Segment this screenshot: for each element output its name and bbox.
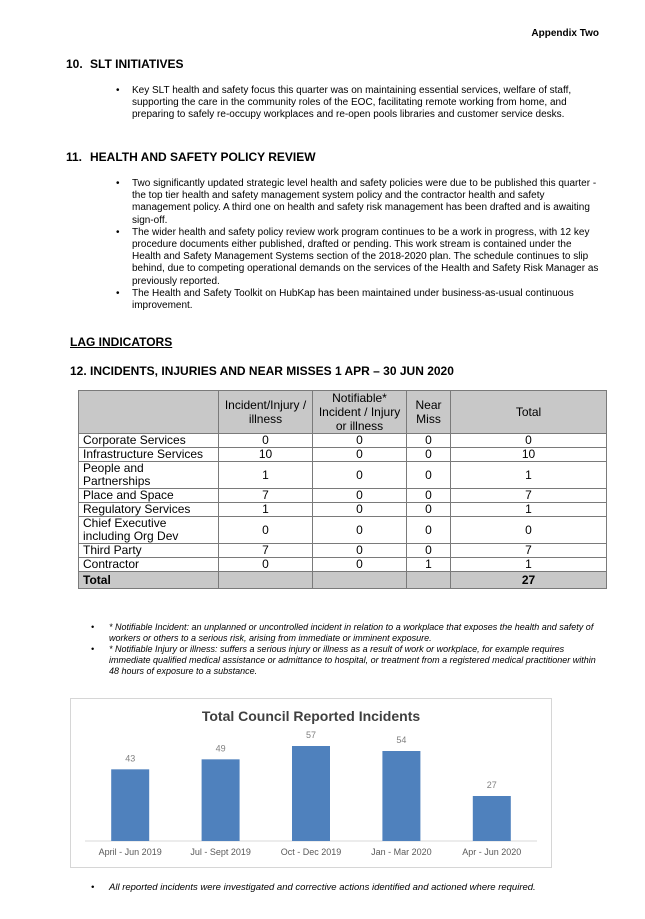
final-note [91, 882, 536, 893]
row-name: Third Party [79, 544, 219, 558]
total-empty-cell [313, 572, 407, 589]
cell-incident: 0 [219, 558, 313, 572]
chart-bar [111, 769, 149, 841]
cell-notifiable: 0 [313, 544, 407, 558]
incidents-chart [70, 698, 552, 868]
table-row [79, 448, 607, 462]
cell-total: 7 [451, 489, 607, 503]
cell-near-miss: 0 [407, 489, 451, 503]
cell-near-miss: 0 [407, 434, 451, 448]
chart-category-label: Oct - Dec 2019 [280, 847, 342, 857]
cell-near-miss: 1 [407, 558, 451, 572]
table-row [79, 489, 607, 503]
list-item: • The Health and Safety Toolkit on HubKap has been maintained under business-as-usual continuous improvement. [116, 288, 602, 312]
cell-notifiable: 0 [313, 434, 407, 448]
cell-total: 7 [451, 544, 607, 558]
chart-bar [292, 746, 330, 841]
total-empty-cell [219, 572, 313, 589]
chart-bar [473, 796, 511, 841]
list-item: • The wider health and safety policy review work program continues to be a work in progress, with 12 key procedure documents either published, drafted or pending. This work stream is contained under the Health and Safety Management Systems section of the 2018-2020 plan. The schedule continues to slip behind, due to competing operational demands on the services of the Health and Safety Risk Manager as previously reported. [116, 227, 602, 288]
cell-near-miss: 0 [407, 503, 451, 517]
table-header-incident: Incident/Injury / illness [219, 391, 313, 434]
cell-incident: 7 [219, 489, 313, 503]
lag-indicators-heading: LAG INDICATORS [70, 335, 173, 349]
final-note-text: All reported incidents were investigated and corrective actions identified and actioned where required. [109, 882, 536, 893]
cell-total: 0 [451, 517, 607, 544]
table-row [79, 558, 607, 572]
cell-notifiable: 0 [313, 489, 407, 503]
cell-near-miss: 0 [407, 517, 451, 544]
cell-near-miss: 0 [407, 448, 451, 462]
table-row [79, 434, 607, 448]
row-name: People and Partnerships [79, 462, 219, 489]
row-name: Contractor [79, 558, 219, 572]
chart-data-label: 57 [305, 730, 317, 740]
cell-incident: 0 [219, 434, 313, 448]
cell-incident: 1 [219, 462, 313, 489]
cell-near-miss: 0 [407, 462, 451, 489]
section-10-title: SLT INITIATIVES [90, 57, 184, 71]
cell-incident: 10 [219, 448, 313, 462]
section-11-number: 11. [66, 150, 83, 164]
cell-incident: 0 [219, 517, 313, 544]
chart-bar [202, 759, 240, 841]
cell-notifiable: 0 [313, 462, 407, 489]
row-name: Place and Space [79, 489, 219, 503]
cell-total: 0 [451, 434, 607, 448]
table-row [79, 517, 607, 544]
total-label: Total [79, 572, 219, 589]
chart-category-label: Apr - Jun 2020 [462, 847, 522, 857]
cell-notifiable: 0 [313, 503, 407, 517]
cell-total: 10 [451, 448, 607, 462]
section-11-bullets [116, 178, 602, 312]
total-empty-cell [407, 572, 451, 589]
cell-total: 1 [451, 558, 607, 572]
section-10-bullets [116, 85, 602, 122]
incidents-table [78, 390, 607, 589]
list-item: • * Notifiable Injury or illness: suffers a serious injury or illness as a result of work or workplace, for example requires immediate qualified medical assistance or admittance to hospital, or treatment from a registered medical practitioner within 48 hours of exposure to a substance. [91, 644, 601, 677]
cell-incident: 1 [219, 503, 313, 517]
chart-data-label: 49 [215, 743, 226, 754]
appendix-label: Appendix Two [531, 28, 599, 39]
total-value: 27 [451, 572, 607, 589]
chart-category-label: Jan - Mar 2020 [371, 847, 432, 857]
chart-data-label: 43 [125, 753, 136, 764]
cell-notifiable: 0 [313, 558, 407, 572]
row-name: Chief Executive including Org Dev [79, 517, 219, 544]
row-name: Infrastructure Services [79, 448, 219, 462]
list-item: • Two significantly updated strategic level health and safety policies were due to be published this quarter - the top tier health and safety management system policy and the contractor health and safety management policy. A third one on health and safety risk management has been drafted and is awaiting sign-off. [116, 178, 602, 227]
chart-category-label: April - Jun 2019 [98, 847, 162, 857]
cell-near-miss: 0 [407, 544, 451, 558]
section-12-heading: 12. INCIDENTS, INJURIES AND NEAR MISSES 1 APR – 30 JUN 2020 [70, 364, 454, 378]
cell-total: 1 [451, 462, 607, 489]
cell-total: 1 [451, 503, 607, 517]
list-item: • * Notifiable Incident: an unplanned or uncontrolled incident in relation to a workplace that exposes the health and safety of workers or others to a serious risk, arising from immediate or imminent exposure. [91, 622, 601, 644]
chart-category-label: Jul - Sept 2019 [190, 847, 251, 857]
chart-bar [382, 751, 420, 841]
chart-title: Total Council Reported Incidents [201, 708, 421, 724]
row-name: Regulatory Services [79, 503, 219, 517]
table-header-corner [79, 391, 219, 434]
cell-incident: 7 [219, 544, 313, 558]
table-row [79, 544, 607, 558]
notifiable-notes [91, 622, 601, 677]
section-11-title: HEALTH AND SAFETY POLICY REVIEW [90, 150, 316, 164]
cell-notifiable: 0 [313, 517, 407, 544]
chart-data-label: 27 [486, 780, 497, 790]
chart-svg [71, 699, 551, 867]
section-10-heading [66, 57, 184, 71]
section-10-number: 10. [66, 57, 83, 71]
section-11-heading [66, 150, 316, 164]
chart-data-label: 54 [396, 735, 407, 745]
table-header-notifiable: Notifiable* Incident / Injury or illness [313, 391, 407, 434]
list-item: • Key SLT health and safety focus this quarter was on maintaining essential services, welfare of staff, supporting the care in the community roles of the EOC, facilitating remote working from home, and preparing to safely re-occupy workplaces and re-open pools libraries and customer service desks. [116, 85, 602, 122]
table-row [79, 503, 607, 517]
table-header-total: Total [451, 391, 607, 434]
cell-notifiable: 0 [313, 448, 407, 462]
table-header-row [79, 391, 607, 434]
table-header-near-miss: Near Miss [407, 391, 451, 434]
table-total-row [79, 572, 607, 589]
row-name: Corporate Services [79, 434, 219, 448]
table-row [79, 462, 607, 489]
